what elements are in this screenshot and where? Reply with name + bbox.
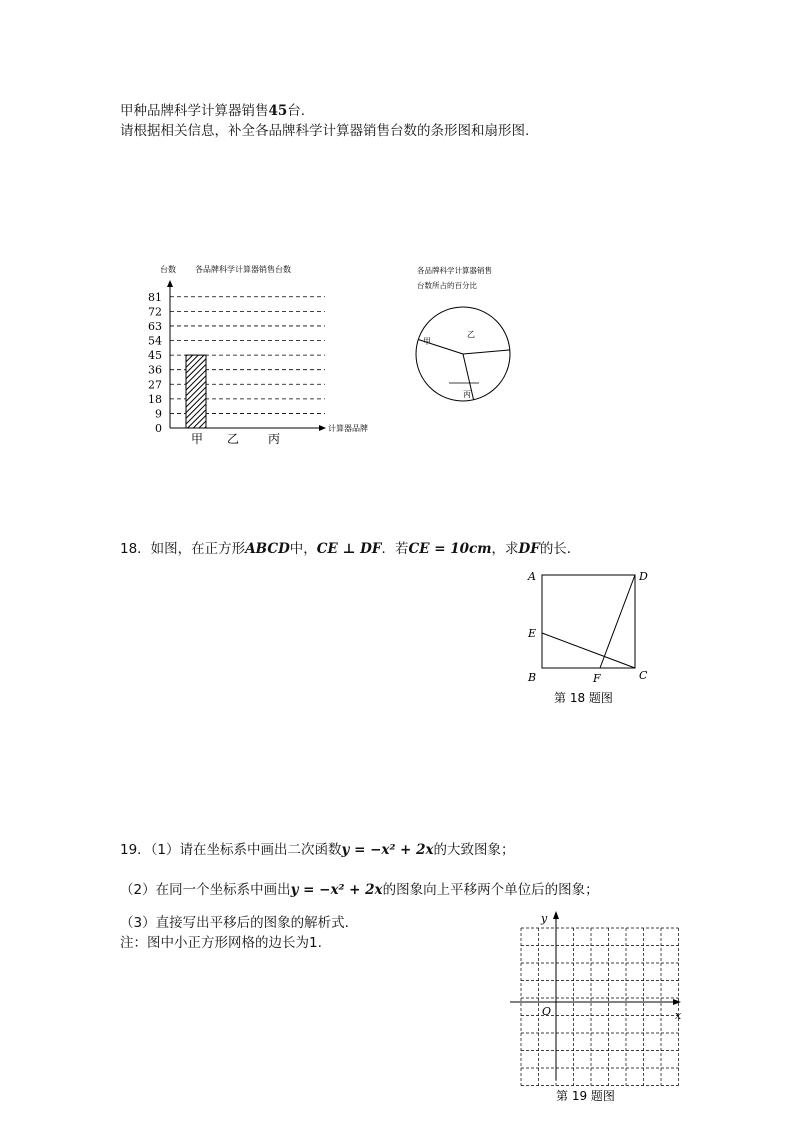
q19-origin-label: O	[542, 1005, 552, 1018]
q19-y-arrow	[553, 911, 559, 919]
bar-y-arrow	[167, 280, 173, 287]
q19-p2-suffix: 的图象向上平移两个单位后的图象；	[382, 882, 599, 898]
bar-ytick-54: 54	[148, 334, 162, 348]
q19-function-1: y = −x² + 2x	[341, 842, 434, 858]
intro-text-end: 台.	[287, 103, 306, 119]
pie-radius-2	[463, 350, 510, 354]
bar-ytick-81: 81	[148, 290, 162, 304]
bar-chart	[140, 260, 390, 455]
label-d: D	[639, 570, 648, 583]
bar-chart-xlabel: 计算器品牌	[328, 424, 368, 433]
bar-category-0: 甲	[190, 432, 204, 446]
q19-function-2: y = −x² + 2x	[290, 882, 383, 898]
q18-end: 的长．	[539, 541, 581, 557]
square-abcd	[542, 575, 635, 668]
q18-ce: CE = 10cm	[408, 541, 492, 557]
q19-coordinate-grid	[505, 908, 690, 1108]
segment-ce	[542, 633, 635, 668]
bar-ytick-72: 72	[148, 305, 162, 319]
pie-title-line-1: 各品牌科学计算器销售	[417, 266, 492, 275]
label-c: C	[639, 669, 648, 682]
q19-caption: 第 19 题图	[556, 1089, 615, 1103]
pie-title-line-2: 台数所占的百分比	[417, 281, 477, 290]
bar-ytick-27: 27	[148, 378, 162, 392]
q18-text	[120, 537, 580, 557]
q18-mid1: 中，	[289, 541, 317, 557]
bar-category-1: 乙	[226, 432, 240, 446]
q18-caption: 第 18 题图	[554, 691, 613, 705]
label-b: B	[528, 671, 537, 684]
q18-mid3: ，求	[491, 541, 519, 557]
pie-chart	[405, 260, 535, 410]
label-e: E	[528, 627, 537, 640]
label-f: F	[593, 672, 601, 685]
bar-ytick-18: 18	[148, 392, 162, 406]
q18-abcd: ABCD	[245, 541, 290, 557]
bar-ytick-36: 36	[148, 363, 162, 377]
intro-number: 45	[268, 103, 288, 119]
pie-slice-label-1: 乙	[467, 330, 475, 339]
q18-perp: CE ⊥ DF	[316, 541, 382, 557]
q19-line-3: （3）直接写出平移后的图象的解析式.	[120, 915, 349, 931]
bar-category-2: 丙	[267, 432, 281, 446]
bar-x-arrow	[319, 425, 326, 431]
q19-line-2	[120, 878, 599, 898]
q19-x-label: x	[675, 1009, 682, 1022]
q19-p2-prefix: （2）在同一个坐标系中画出	[120, 882, 291, 898]
pie-slice-label-2: 丙	[463, 390, 471, 399]
intro-line-1	[120, 99, 305, 119]
bar-ytick-0: 0	[155, 422, 162, 435]
bar-chart-ylabel: 台数	[160, 265, 176, 274]
bar-ytick-45: 45	[148, 349, 162, 363]
label-a: A	[528, 570, 536, 583]
pie-slice-label-0: 甲	[423, 337, 431, 346]
intro-line-2: 请根据相关信息，补全各品牌科学计算器销售台数的条形图和扇形图.	[120, 123, 530, 139]
q18-prefix: 18．如图，在正方形	[120, 541, 246, 557]
q18-mid2: ．若	[381, 541, 409, 557]
intro-text: 甲种品牌科学计算器销售	[120, 103, 269, 119]
q19-line-1	[120, 838, 515, 858]
q19-p1-suffix: 的大致图象；	[433, 842, 515, 858]
q18-figure	[520, 565, 660, 710]
q19-note: 注：图中小正方形网格的边长为1.	[120, 935, 322, 951]
bar-0	[186, 355, 206, 428]
bar-ytick-63: 63	[148, 319, 162, 333]
q19-y-label: y	[541, 912, 548, 925]
q18-df: DF	[518, 541, 540, 557]
segment-df	[600, 575, 635, 668]
q19-x-arrow	[673, 999, 681, 1005]
bar-ytick-9: 9	[155, 407, 162, 421]
q19-p1-prefix: 19．（1）请在坐标系中画出二次函数	[120, 842, 342, 858]
bar-chart-title: 各品牌科学计算器销售台数	[195, 265, 291, 274]
